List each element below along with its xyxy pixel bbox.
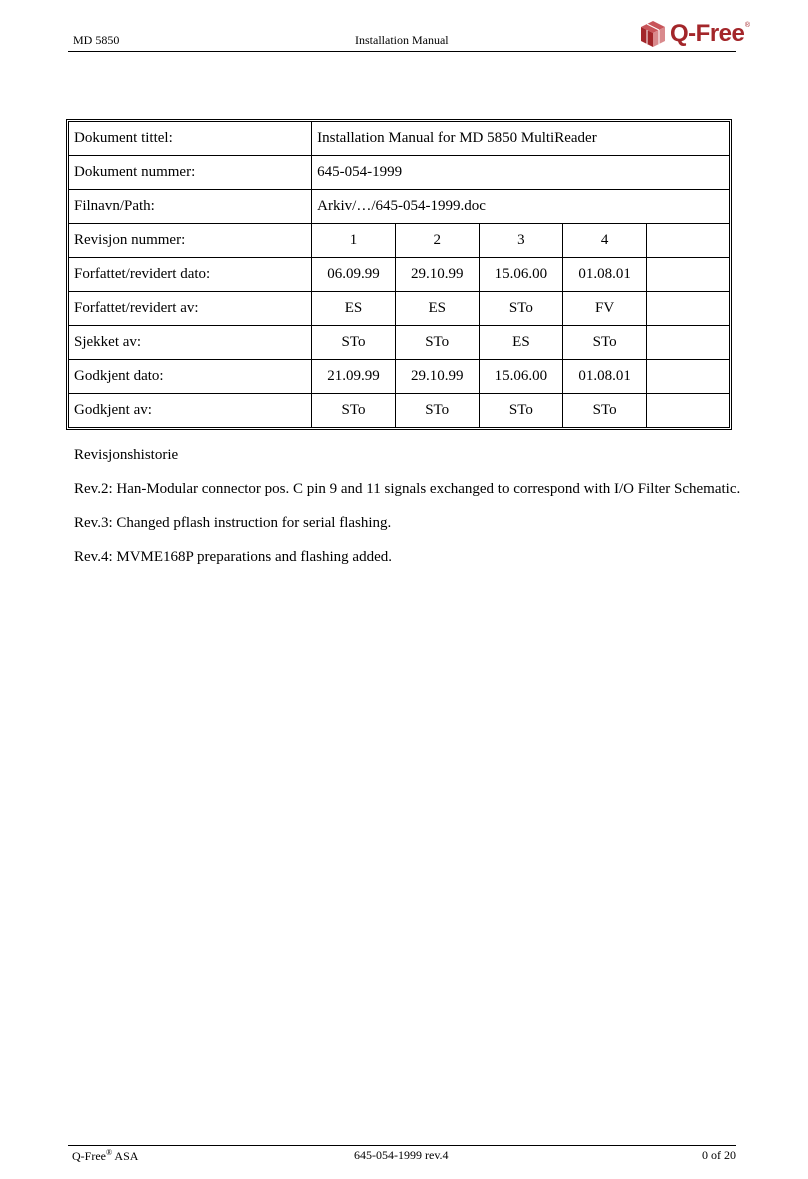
author-cell: ES: [396, 292, 480, 326]
value-document-title: Installation Manual for MD 5850 MultiReader: [312, 122, 729, 156]
revision-history-entry: Rev.4: MVME168P preparations and flashing added.: [74, 549, 392, 565]
footer-company-name: Q-Free: [72, 1149, 106, 1163]
author-cell: ES: [312, 292, 396, 326]
label-approved-by: Godkjent av:: [69, 394, 312, 427]
approved-date-cell: 29.10.99: [396, 360, 480, 394]
label-file-path: Filnavn/Path:: [69, 190, 312, 224]
page-header: [68, 20, 750, 52]
approved-by-cell-empty: [647, 394, 729, 427]
table-row-number: [69, 156, 729, 190]
value-file-path: Arkiv/…/645-054-1999.doc: [312, 190, 729, 224]
approved-by-cell: STo: [480, 394, 564, 427]
author-cell: STo: [480, 292, 564, 326]
revision-history-heading: Revisjonshistorie: [74, 447, 179, 463]
label-revised-date: Forfattet/revidert dato:: [69, 258, 312, 292]
approved-date-cell-empty: [647, 360, 729, 394]
q-free-logo: [638, 18, 750, 50]
label-checked-by: Sjekket av:: [69, 326, 312, 360]
label-revision-number: Revisjon nummer:: [69, 224, 312, 258]
author-cell: FV: [563, 292, 647, 326]
date-cell: 29.10.99: [396, 258, 480, 292]
revision-cell: 1: [312, 224, 396, 258]
label-document-title: Dokument tittel:: [69, 122, 312, 156]
checked-cell: STo: [312, 326, 396, 360]
value-document-number: 645-054-1999: [312, 156, 729, 190]
logo-registered-mark: ®: [744, 22, 750, 29]
table-row-approved-date: [69, 360, 729, 394]
checked-cell-empty: [647, 326, 729, 360]
revision-cell: 4: [563, 224, 647, 258]
footer-rule: [68, 1145, 736, 1146]
approved-by-cell: STo: [563, 394, 647, 427]
approved-by-cell: STo: [312, 394, 396, 427]
footer-doc-revision: 645-054-1999 rev.4: [354, 1148, 449, 1162]
table-row-revision: [69, 224, 729, 258]
revision-history-entry: Rev.3: Changed pflash instruction for serial flashing.: [74, 515, 392, 531]
table-row-approved-by: [69, 394, 729, 427]
label-revised-by: Forfattet/revidert av:: [69, 292, 312, 326]
label-approved-date: Godkjent dato:: [69, 360, 312, 394]
date-cell: 15.06.00: [480, 258, 564, 292]
header-rule: [68, 51, 736, 52]
footer-company-suffix: ASA: [112, 1149, 139, 1163]
footer-company: [72, 1148, 138, 1164]
table-row-path: [69, 190, 729, 224]
logo-wordmark: Q-Free: [670, 20, 745, 47]
header-doc-title: Installation Manual: [355, 33, 449, 47]
approved-by-cell: STo: [396, 394, 480, 427]
checked-cell: STo: [563, 326, 647, 360]
revision-cell: 2: [396, 224, 480, 258]
table-row-author: [69, 292, 729, 326]
date-cell: 01.08.01: [563, 258, 647, 292]
document-info-table: [66, 119, 732, 430]
date-cell: 06.09.99: [312, 258, 396, 292]
footer-registered-mark: ®: [105, 1148, 113, 1157]
approved-date-cell: 01.08.01: [563, 360, 647, 394]
checked-cell: STo: [396, 326, 480, 360]
table-row-title: [69, 122, 729, 156]
approved-date-cell: 21.09.99: [312, 360, 396, 394]
revision-cell-empty: [647, 224, 729, 258]
author-cell-empty: [647, 292, 729, 326]
table-row-checked: [69, 326, 729, 360]
page-footer: [68, 1145, 736, 1163]
date-cell-empty: [647, 258, 729, 292]
header-doc-id: MD 5850: [73, 33, 120, 47]
approved-date-cell: 15.06.00: [480, 360, 564, 394]
revision-cell: 3: [480, 224, 564, 258]
table-row-date: [69, 258, 729, 292]
q-free-cube-icon: [638, 19, 668, 49]
revision-history-entry: Rev.2: Han-Modular connector pos. C pin 9 and 11 signals exchanged to correspond with I/O Filter Schematic.: [74, 481, 741, 497]
label-document-number: Dokument nummer:: [69, 156, 312, 190]
footer-page-number: 0 of 20: [702, 1148, 736, 1162]
checked-cell: ES: [480, 326, 564, 360]
